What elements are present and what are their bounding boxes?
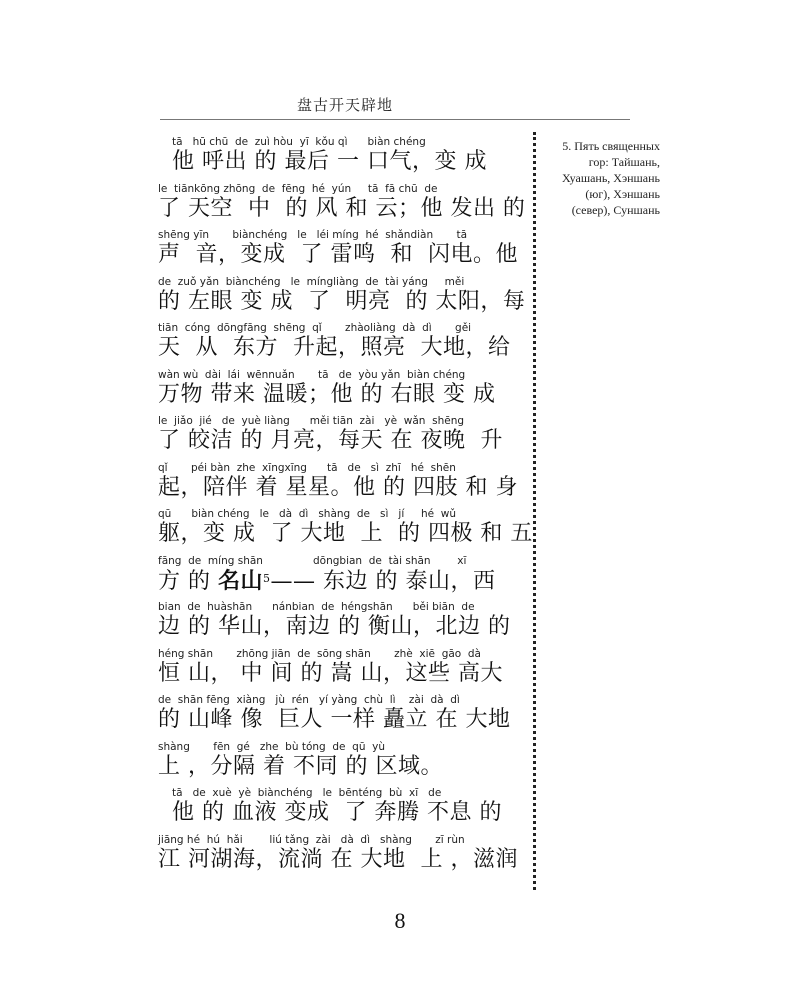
- pinyin-line: qū biàn chéng le dà dì shàng de sì jí hé wǔ: [158, 508, 456, 520]
- text-line: [158, 405, 526, 452]
- pinyin-line: le jiǎo jié de yuè liàng měi tiān zài yè wǎn shēng: [158, 415, 465, 427]
- hanzi-line: 天 从 东方 升起，照亮 大地，给: [158, 335, 511, 360]
- pinyin-line: bian de huàshān nánbian de héngshān běi biān de: [158, 601, 475, 613]
- hanzi-line: 他 的 血液 变成 了 奔腾 不息 的: [172, 800, 502, 825]
- text-line: [158, 545, 526, 592]
- text-line: [158, 359, 526, 406]
- pinyin-line: fāng de míng shān dōngbian de tài shān xī: [158, 554, 467, 567]
- pinyin-line: de shān fēng xiàng jù rén yí yàng chù lì zài dà dì: [158, 694, 460, 706]
- text-line: [158, 731, 526, 778]
- pinyin-line: tā de xuè yè biànchéng le bēnténg bù xī de: [172, 787, 442, 799]
- pinyin-line: tiān cóng dōngfāng shēng qǐ zhàoliàng dà dì gěi: [158, 322, 472, 334]
- footnote-line: (юг), Хэншань: [585, 187, 660, 201]
- footnote-line: Хуашань, Хэншань: [562, 171, 660, 185]
- text-line: [158, 266, 526, 313]
- pinyin-line: héng shān zhōng jiān de sōng shān zhè xiē gāo dà: [158, 647, 481, 660]
- text-line: [158, 824, 526, 871]
- text-line: [158, 312, 526, 359]
- pinyin-line: le tiānkōng zhōng de fēng hé yún tā fā chū de: [158, 182, 438, 195]
- hanzi-line: 躯，变 成 了 大地 上 的 四极 和 五: [158, 521, 533, 546]
- footnote-line: (север), Суншань: [571, 203, 660, 217]
- hanzi-line: 声 音，变成 了 雷鸣 和 闪电。他: [158, 242, 518, 267]
- pinyin-line: qǐ péi bàn zhe xīngxīng tā de sì zhī hé shēn: [158, 461, 456, 474]
- pinyin-line: shēng yīn biànchéng le léi míng hé shǎndiàn tā: [158, 229, 468, 241]
- text-line: [158, 173, 526, 220]
- footnote-line: гор: Тайшань,: [588, 155, 660, 169]
- dotted-column-divider: [533, 132, 536, 890]
- hanzi-line: 万物 带来 温暖；他 的 右眼 变 成: [158, 381, 496, 407]
- highlighted-term: 名山: [218, 567, 264, 594]
- main-text: [158, 126, 533, 872]
- hanzi-line: 江 河湖海，流淌 在 大地 上 ，滋润: [158, 846, 518, 872]
- hanzi-line: 边 的 华山，南边 的 衡山，北边 的: [158, 614, 511, 639]
- pinyin-line: shàng fēn gé zhe bù tóng de qū yù: [158, 740, 386, 753]
- pinyin-line: de zuǒ yǎn biànchéng le míngliàng de tài yáng měi: [158, 275, 465, 288]
- text-line: [158, 684, 526, 731]
- text-line: [158, 126, 526, 173]
- text-line: [158, 498, 533, 546]
- running-header: 盘古开天辟地: [296, 96, 393, 114]
- header-divider: [160, 119, 630, 120]
- text-line: [158, 452, 526, 499]
- hanzi-line: 的 左眼 变 成 了 明亮 的 太阳，每: [158, 288, 526, 314]
- footnote-reference[interactable]: 5: [263, 571, 271, 585]
- hanzi-line: 上 ，分隔 着 不同 的 区域。: [158, 753, 443, 779]
- footnote: [540, 138, 660, 218]
- hanzi-segment: 方 的: [158, 568, 218, 594]
- footnote-line: 5. Пять священных: [562, 139, 660, 153]
- hanzi-line: 了 天空 中 的 风 和 云；他 发出 的: [158, 195, 526, 221]
- text-line: [158, 777, 526, 824]
- pinyin-line: wàn wù dài lái wēnnuǎn tā de yòu yǎn biàn chéng: [158, 368, 466, 381]
- pinyin-line: jiāng hé hú hǎi liú tǎng zài dà dì shàng zī rùn: [158, 833, 465, 846]
- hanzi-line: 起，陪伴 着 星星。他 的 四肢 和 身: [158, 474, 518, 500]
- text-line: [158, 219, 526, 266]
- hanzi-line: 了 皎洁 的 月亮，每天 在 夜晚 升: [158, 428, 503, 453]
- text-line: [158, 591, 526, 638]
- pinyin-line: tā hū chū de zuì hòu yī kǒu qì biàn chéng: [172, 136, 426, 148]
- hanzi-line: 他 呼出 的 最后 一 口气，变 成: [172, 149, 487, 174]
- hanzi-segment: —— 东边 的 泰山，西: [270, 568, 496, 594]
- hanzi-line: 的 山峰 像 巨人 一样 矗立 在 大地: [158, 707, 511, 732]
- page-number: 8: [394, 908, 406, 933]
- text-line: [158, 638, 526, 685]
- hanzi-line: [158, 569, 526, 594]
- hanzi-line: 恒 山， 中 间 的 嵩 山，这些 高大: [158, 660, 503, 686]
